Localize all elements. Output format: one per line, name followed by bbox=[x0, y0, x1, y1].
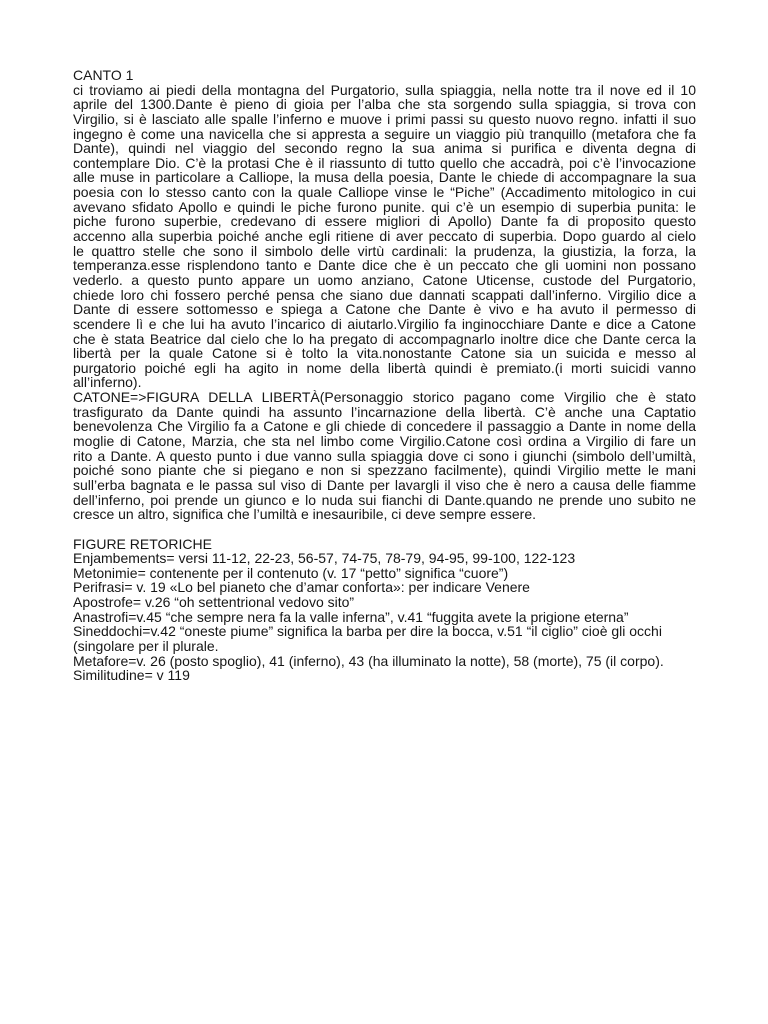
figure-item-enjambements: Enjambements= versi 11-12, 22-23, 56-57, 74-75, 78-79, 94-95, 99-100, 122-123 bbox=[73, 550, 576, 567]
paragraph-line: poesia con lo stesso canto con la quale Calliope vinse le “Piche” (Accadimento mitologico in cui bbox=[73, 184, 696, 201]
figure-item-metafore: Metafore=v. 26 (posto spoglio), 41 (inferno), 43 (ha illuminato la notte), 58 (morte), 75 (il corpo). bbox=[73, 652, 664, 669]
paragraph-line: che è stata Beatrice dal cielo che lo ha pregato di accompagnarlo inoltre dice che Dante cerca la bbox=[73, 330, 696, 347]
canto-title: CANTO 1 bbox=[73, 67, 134, 83]
figure-item-sineddochi: Sineddochi=v.42 “oneste piume” significa la barba per dire la bocca, v.51 “il ciglio” cioè gli occhi bbox=[73, 623, 662, 640]
paragraph-line: scendere lì e che lui ha avuto l’incarico di aiutarlo.Virgilio fa inginocchiare Dante e dice a Catone bbox=[73, 315, 696, 332]
paragraph-line: benevolenza Che Virgilio fa a Catone e gli chiede di concedere il passaggio a Dante in nome della bbox=[73, 418, 696, 435]
paragraph-line: contemplare Dio. C’è la protasi Che è il riassunto di tutto quello che accadrà, poi c’è l’invocazione bbox=[73, 154, 696, 171]
figures-heading: FIGURE RETORICHE bbox=[73, 535, 212, 552]
paragraph-line: rito a Dante. A questo punto i due vanno sulla spiaggia dove ci sono i giunchi (simbolo dell’umiltà, bbox=[73, 447, 696, 464]
paragraph-summary bbox=[73, 83, 696, 390]
paragraph-line: ci troviamo ai piedi della montagna del Purgatorio, sulla spiaggia, nella notte tra il nove ed il 10 bbox=[73, 81, 696, 98]
paragraph-line: CATONE=>FIGURA DELLA LIBERTÀ(Personaggio storico pagano come Virgilio che è stato bbox=[73, 389, 696, 406]
paragraph-line: piche furono superbie, credevano di essere migliori di Apollo) Dante fa di proposito questo bbox=[73, 213, 696, 230]
blank-line bbox=[73, 522, 696, 537]
figures-list bbox=[73, 551, 696, 683]
paragraph-catone bbox=[73, 390, 696, 522]
figure-item-metonimie: Metonimie= contenente per il contenuto (v. 17 “petto” significa “cuore”) bbox=[73, 564, 509, 581]
paragraph-line: accenno alla superbia poiché anche egli ritiene di aver peccato di superbia. Dopo guardo al cielo bbox=[73, 228, 696, 245]
paragraph-line: aprile del 1300.Dante è pieno di gioia per l’alba che sta sorgendo sulla spiaggia, si trova con bbox=[73, 96, 696, 113]
paragraph-line: purgatorio poiché egli ha agito in nome della libertà quindi è premiato.(i morti suicidi vanno bbox=[73, 359, 696, 376]
paragraph-line: trasfigurato da Dante quindi ha assunto l’incarnazione della libertà. C’è anche una Captatio bbox=[73, 403, 696, 420]
paragraph-line: cresce un altro, significa che l’umiltà e inesauribile, ci deve sempre essere. bbox=[73, 506, 536, 523]
document-body bbox=[73, 68, 696, 683]
paragraph-line: libertà per la quale Catone si è tolto la vita.nonostante Catone sia un suicida e messo al bbox=[73, 345, 696, 362]
paragraph-line: moglie di Catone, Marzia, che sta nel limbo come Virgilio.Catone così ordina a Virgilio di fare un bbox=[73, 433, 696, 450]
paragraph-line: le quattro stelle che sono il simbolo delle virtù cardinali: la prudenza, la giustizia, la forza, la bbox=[73, 242, 696, 259]
paragraph-line: Virgilio, si è lasciato alle spalle l’inferno e muove i primi passi su questo nuovo regno. infatti il suo bbox=[73, 110, 696, 127]
figure-item-apostrofe: Apostrofe= v.26 “oh settentrional vedovo sito” bbox=[73, 594, 355, 611]
figure-item-similitudine: Similitudine= v 119 bbox=[73, 667, 190, 684]
paragraph-line: temperanza.esse risplendono tanto e Dante dice che è un peccato che gli uomini non possano bbox=[73, 257, 696, 274]
paragraph-line: avevano sfidato Apollo e quindi le piche furono punite. qui c’è un esempio di superbia punita: le bbox=[73, 198, 696, 215]
paragraph-line: all’inferno). bbox=[73, 374, 142, 391]
paragraph-line: Dante di essere sottomesso e spiega a Catone che Dante è vivo e ha avuto il permesso di bbox=[73, 301, 696, 318]
paragraph-line: ingegno è come una navicella che si appresta a seguire un viaggio più tranquillo (metafora che fa bbox=[73, 125, 696, 142]
figure-item-sineddochi-continuation: (singolare per il plurale. bbox=[73, 637, 219, 654]
paragraph-line: vederlo. a questo punto appare un uomo anziano, Catone Uticense, custode del Purgatorio, bbox=[73, 271, 696, 288]
paragraph-line: poiché sono piante che si piegano e non si spezzano facilmente), quindi Virgilio mette le mani bbox=[73, 462, 696, 479]
paragraph-line: Dante), quindi nel viaggio del secondo regno la sua anima si purifica e diventa degna di bbox=[73, 140, 696, 157]
paragraph-line: sull’erba bagnata e le passa sul viso di Dante per lavargli il viso che è nero a causa delle fiamme bbox=[73, 476, 696, 493]
paragraph-line: dell’inferno, poi prende un giunco e lo nuda sui fianchi di Dante.quando ne prende uno subito ne bbox=[73, 491, 696, 508]
paragraph-line: chiede loro chi fossero perché pensa che siano due dannati scappati dall’inferno. Virgilio dice a bbox=[73, 286, 696, 303]
figure-item-anastrofi: Anastrofi=v.45 “che sempre nera fa la valle inferna”, v.41 “fuggita avete la prigione eterna” bbox=[73, 608, 629, 625]
figure-item-perifrasi: Perifrasi= v. 19 «Lo bel pianeto che d’amar conforta»: per indicare Venere bbox=[73, 579, 530, 596]
paragraph-line: alle muse in particolare a Calliope, la musa della poesia, Dante le chiede di accompagnare la sua bbox=[73, 169, 696, 186]
